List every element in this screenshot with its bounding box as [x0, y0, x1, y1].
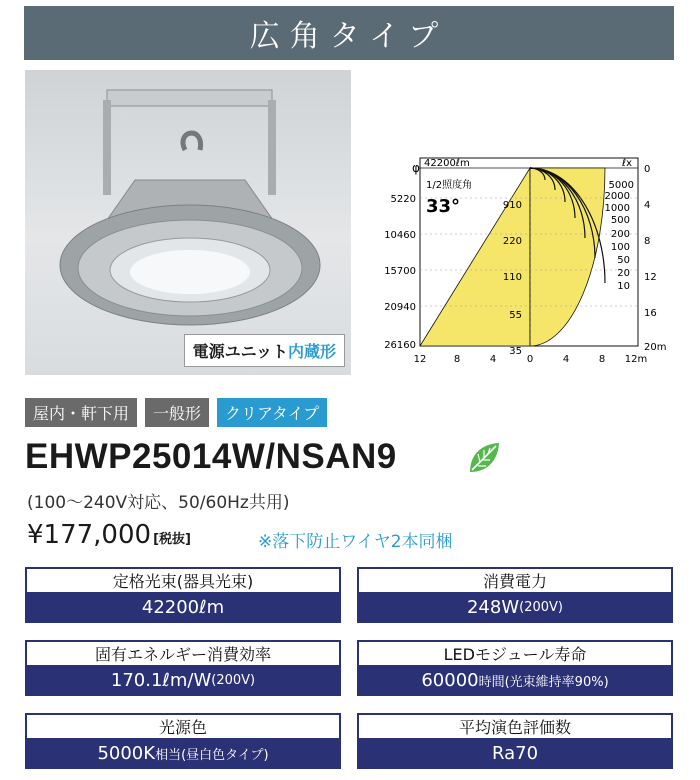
bottom-axis-label: 0	[526, 354, 534, 365]
spec-label: 固有エネルギー消費効率	[27, 642, 339, 667]
eco-leaf-icon	[466, 440, 502, 476]
bottom-axis-label: 4	[489, 354, 497, 365]
spec-sub-value: (200V)	[211, 673, 256, 688]
right-axis-label: 0	[644, 164, 651, 175]
tag-general: 一般形	[145, 398, 209, 427]
right-axis-label: 4	[644, 200, 651, 211]
spec-label: 消費電力	[359, 569, 671, 594]
spec-sub-value: (200V)	[519, 600, 563, 615]
phi-label: φ	[412, 161, 420, 175]
spec-main-value: 170.1ℓm/W	[110, 670, 212, 691]
spec-label: LEDモジュール寿命	[359, 642, 671, 667]
lux-value-label: 35	[509, 346, 522, 357]
tag-clear-type: クリアタイプ	[217, 398, 327, 427]
lumen-label: 42200ℓm	[424, 158, 470, 169]
left-axis-label: 20940	[384, 302, 416, 313]
right-axis-label: 20m	[644, 342, 667, 353]
price-amount: ¥177,000	[27, 520, 152, 550]
lux-legend-label: 20	[617, 268, 630, 279]
left-axis-label: 10460	[384, 230, 416, 241]
spec-value	[359, 594, 671, 621]
bottom-axis-label: 12	[413, 354, 427, 365]
built-in-label: 内蔵形	[287, 342, 336, 361]
lux-value-label: 910	[502, 200, 522, 211]
section-title: 広角タイプ	[249, 19, 449, 54]
half-angle-value: 33°	[426, 196, 461, 217]
spec-main-value: 42200ℓm	[141, 597, 225, 618]
spec-led-life	[357, 640, 673, 696]
lux-value-label: 220	[502, 236, 522, 247]
lux-legend-label: 500	[610, 215, 630, 226]
lux-legend-label: 5000	[608, 180, 634, 191]
price	[27, 520, 191, 550]
spec-main-value: 5000K	[97, 743, 156, 764]
section-header	[24, 6, 674, 60]
right-axis-label: 8	[644, 236, 651, 247]
spec-efficiency	[25, 640, 341, 696]
light-distribution-diagram	[380, 150, 680, 380]
lx-unit-label: ℓx	[622, 158, 633, 169]
lux-value-label: 55	[509, 310, 522, 321]
lamp-illustration	[25, 70, 351, 375]
right-axis-label: 16	[644, 308, 657, 319]
left-axis-label: 15700	[384, 266, 416, 277]
spec-value	[27, 667, 339, 694]
spec-label: 光源色	[27, 715, 339, 740]
spec-label: 平均演色評価数	[359, 715, 671, 740]
lux-legend-label: 10	[617, 281, 630, 292]
power-unit-tag	[184, 334, 345, 367]
model-number: EHWP25014W/NSAN9	[25, 437, 397, 476]
spec-power	[357, 567, 673, 623]
spec-light-color	[25, 713, 341, 769]
spec-main-value: 60000	[421, 670, 479, 691]
bottom-axis-label: 8	[453, 354, 461, 365]
left-axis-label: 26160	[384, 340, 416, 351]
spec-label: 定格光束(器具光束)	[27, 569, 339, 594]
half-angle-label: 1/2照度角	[426, 180, 473, 191]
spec-sub-value: 相当(昼白色タイプ)	[155, 748, 269, 763]
lux-legend-label: 200	[610, 229, 630, 240]
spec-luminous-flux	[25, 567, 341, 623]
left-axis-label: 5220	[390, 194, 416, 205]
product-photo	[25, 70, 351, 375]
spec-value	[359, 667, 671, 694]
voltage-note: (100〜240V対応、50/60Hz共用)	[27, 493, 290, 513]
spec-value	[359, 740, 671, 767]
lux-value-label: 110	[502, 272, 522, 283]
lux-legend-label: 2000	[604, 191, 630, 202]
right-axis-label: 12	[644, 272, 657, 283]
feature-tags	[25, 398, 327, 427]
lux-legend-label: 50	[617, 255, 630, 266]
spec-value	[27, 594, 339, 621]
spec-main-value: 248W	[466, 597, 520, 618]
power-unit-label: 電源ユニット	[192, 342, 288, 361]
bottom-axis-label: 4	[562, 354, 570, 365]
lux-legend-label: 1000	[604, 203, 630, 214]
spec-main-value: Ra70	[491, 743, 539, 764]
tag-indoor: 屋内・軒下用	[25, 398, 137, 427]
drop-wire-note: ※落下防止ワイヤ2本同梱	[258, 532, 453, 552]
spec-value	[27, 740, 339, 767]
spec-sub-value: 時間(光束維持率90%)	[478, 675, 609, 690]
spec-cri	[357, 713, 673, 769]
bottom-axis-label: 12m	[624, 354, 648, 365]
lux-legend-label: 100	[610, 242, 630, 253]
bottom-axis-label: 8	[598, 354, 606, 365]
tax-label: [税抜]	[153, 532, 191, 547]
